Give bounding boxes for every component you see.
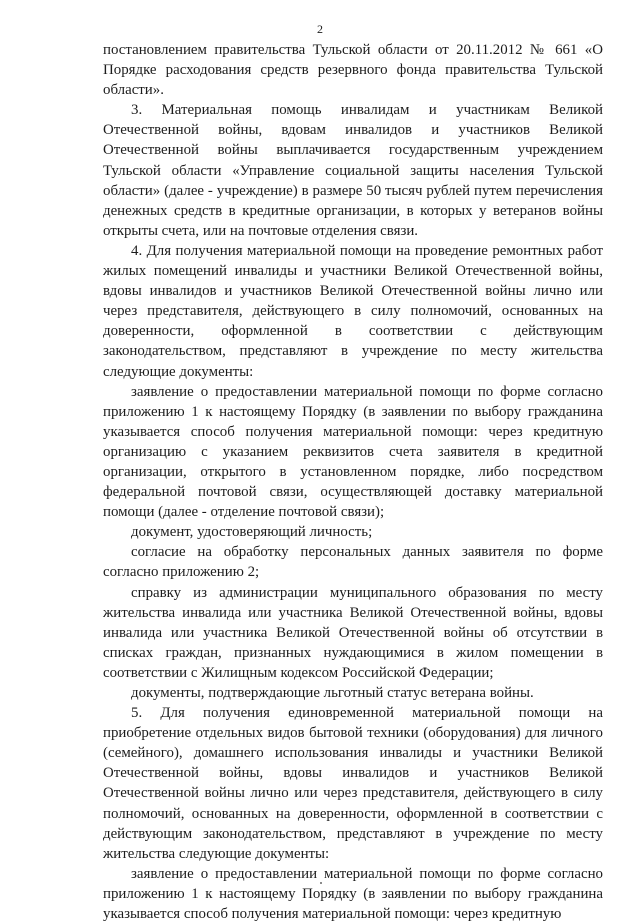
paragraph-item-3: 3. Материальная помощь инвалидам и участникам Великой Отечественной войны, вдовам инвалидов и участников Великой Отечественной войны выплачивается государственным учреждением Тульской области «Управление социальной защиты населения Тульской области» (далее - учреждение) в размере 50 тысяч рублей путем перечисления денежных средств в кредитные организации, в которых у ветеранов войны открыты счета, или на почтовые отделения связи. [103,102,603,239]
page-number: 2 [317,22,323,36]
document-list-item: справку из администрации муниципального образования по месту жительства инвалида или участника Великой Отечественной войны, вдовы инвалида или участника Великой Отечественной войны об отсутствии в списках граждан, признанных нуждающимися в жилом помещении в соответствии с Жилищным кодексом Российской Федерации; [103,584,603,681]
scan-dot-mark [320,882,322,884]
document-list-item: согласие на обработку персональных данных заявителя по форме согласно приложению 2; [103,544,603,581]
paragraph-item-5: 5. Для получения единовременной материальной помощи на приобретение отдельных видов бытовой техники (оборудования) для личного (семейного), домашнего использования инвалиды и участники Великой Отечественной войны, вдовы инвалидов и участников Великой Отечественной войны лично или через представителя, действующего в силу полномочий, основанных на доверенности, оформленной в соответствии с действующим законодательством, представляют в учреждение по месту жительства следующие документы: [103,705,603,862]
document-list-item: заявление о предоставлении материальной помощи по форме согласно приложению 1 к настоящему Порядку (в заявлении по выбору гражданина указывается способ получения материальной помощи: через кредитную организацию с указанием реквизитов счета заявителя в кредитной организации, открытого в установленном порядке, либо посредством федеральной почтовой связи, осуществляющей доставку материальной помощи (далее - отделение почтовой связи); [103,383,603,521]
document-body [103,40,603,924]
document-list-item: документ, удостоверяющий личность; [131,524,373,541]
paragraph-item-4: 4. Для получения материальной помощи на проведение ремонтных работ жилых помещений инвалиды и участники Великой Отечественной войны, вдовы инвалидов и участников Великой Отечественной войны лично или через представителя, действующего в силу полномочий, основанных на доверенности, оформленной в соответствии с действующим законодательством, представляют в учреждение по месту жительства следующие документы: [103,242,603,380]
document-list-item: заявление о предоставлении материальной помощи по форме согласно приложению 1 к настоящему Порядку (в заявлении по выбору гражданина указывается способ получения материальной помощи: через кредитную [103,865,603,923]
paragraph-continuation: постановлением правительства Тульской области от 20.11.2012 № 661 «О Порядке расходования средств резервного фонда правительства Тульской области». [103,42,603,99]
document-list-item: документы, подтверждающие льготный статус ветерана войны. [131,685,534,701]
